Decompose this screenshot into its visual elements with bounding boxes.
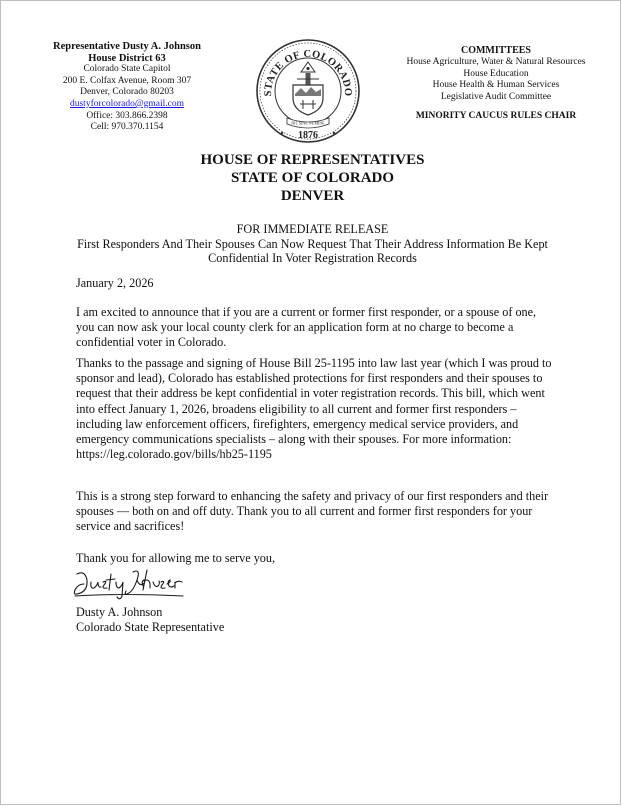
address-line-2: 200 E. Colfax Avenue, Room 307: [62, 75, 192, 86]
paragraph-3: This is a strong step forward to enhancing the safety and privacy of our first responders and their spouses — both on and off duty. Thank you to all current and former first responders for your service and sacrifices!: [76, 489, 549, 534]
house-line-3: DENVER: [280, 188, 345, 204]
representative-name: Representative Dusty A. Johnson: [53, 41, 201, 52]
committees-block: [389, 45, 603, 123]
handwritten-signature: [71, 566, 189, 604]
address-line-1: Colorado State Capitol: [83, 64, 171, 75]
headline-line-1: First Responders And Their Spouses Can Now Request That Their Address Information Be Kept: [77, 236, 548, 251]
seal-state-text: STATE OF COLORADO: [262, 48, 354, 97]
seal-motto: NIL SINE NUMINE: [291, 120, 325, 126]
paragraph-1: I am excited to announce that if you are a current or former first responder, or a spouse of one, you can now ask your local county clerk for an application form at no charge to become a confidential voter in Colorado.: [76, 305, 537, 350]
address-line-3: Denver, Colorado 80203: [80, 87, 174, 98]
signer-title: Colorado State Representative: [76, 620, 225, 634]
headline-line-2: Confidential In Voter Registration Records: [208, 251, 417, 265]
office-phone: Office: 303.866.2398: [86, 110, 168, 121]
house-district: House District 63: [88, 52, 166, 64]
committee-item: Legislative Audit Committee: [440, 92, 552, 103]
committee-item: House Agriculture, Water & Natural Resources: [406, 56, 586, 67]
release-heading: [1, 222, 623, 266]
release-label: FOR IMMEDIATE RELEASE: [236, 222, 389, 236]
email-link[interactable]: dustyforcolorado@gmail.com: [69, 98, 184, 109]
committee-item: House Health & Human Services: [432, 80, 560, 91]
signer-name: Dusty A. Johnson: [76, 605, 163, 619]
seal-year: 1876: [298, 130, 318, 141]
committees-title: COMMITTEES: [460, 45, 531, 56]
letter-date: January 2, 2026: [76, 276, 154, 290]
closing-line: Thank you for allowing me to serve you,: [76, 551, 276, 565]
house-line-1: HOUSE OF REPRESENTATIVES: [200, 152, 425, 168]
paragraph-2: Thanks to the passage and signing of House Bill 25-1195 into law last year (which I was proud to sponsor and lead), Colorado has established protections for first responders and their spouses to request that their address be kept confidential in voter registration records. This bill, which went into effect January 1, 2026, broadens eligibility to all current and former first responders – including law enforcement officers, firefighters, emergency medical service providers, and emergency communications specialists – along with their spouses. For more information: https://leg.colorado.gov/bills/hb25-1195: [76, 356, 552, 462]
representative-contact-block: [23, 41, 231, 134]
colorado-state-seal: [253, 38, 363, 144]
house-line-2: STATE OF COLORADO: [230, 170, 395, 186]
house-heading: [1, 151, 623, 205]
caucus-chair-title: MINORITY CAUCUS RULES CHAIR: [415, 110, 577, 121]
cell-phone: Cell: 970.370.1154: [90, 122, 164, 133]
committee-item: House Education: [463, 68, 529, 79]
